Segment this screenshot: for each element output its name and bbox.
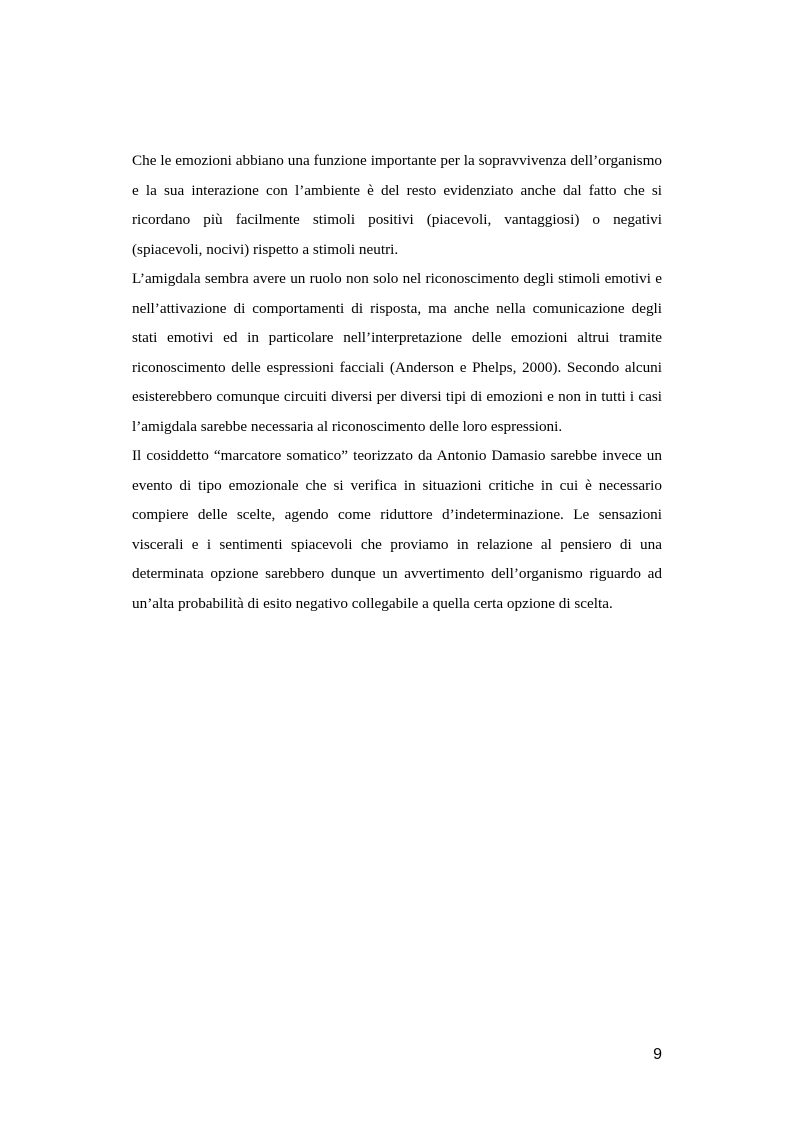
paragraph-emotions-survival: Che le emozioni abbiano una funzione importante per la sopravvivenza dell’organismo e la sua interazione con l’ambiente è del resto evidenziato anche dal fatto che si ricordano più facilmente stimoli positivi (piacevoli, vantaggiosi) o negativi (spiacevoli, nocivi) rispetto a stimoli neutri. — [132, 152, 662, 258]
paragraph-amygdala: L’amigdala sembra avere un ruolo non solo nel riconoscimento degli stimoli emotivi e nell’attivazione di comportamenti di risposta, ma anche nella comunicazione degli stati emotivi ed in particolare nell’interpretazione delle emozioni altrui tramite riconoscimento delle espressioni facciali (Anderson e Phelps, 2000). Secondo alcuni esisterebbero comunque circuiti diversi per diversi tipi di emozioni e non in tutti i casi l’amigdala sarebbe necessaria al riconoscimento delle loro espressioni. — [132, 270, 662, 435]
body-text — [132, 146, 662, 618]
page-number: 9 — [653, 1046, 662, 1063]
paragraph-somatic-marker: Il cosiddetto “marcatore somatico” teorizzato da Antonio Damasio sarebbe invece un evento di tipo emozionale che si verifica in situazioni critiche in cui è necessario compiere delle scelte, agendo come riduttore d’indeterminazione. Le sensazioni viscerali e i sentimenti spiacevoli che proviamo in relazione al pensiero di una determinata opzione sarebbero dunque un avvertimento dell’organismo riguardo ad un’alta probabilità di esito negativo collegabile a quella certa opzione di scelta. — [132, 447, 662, 612]
